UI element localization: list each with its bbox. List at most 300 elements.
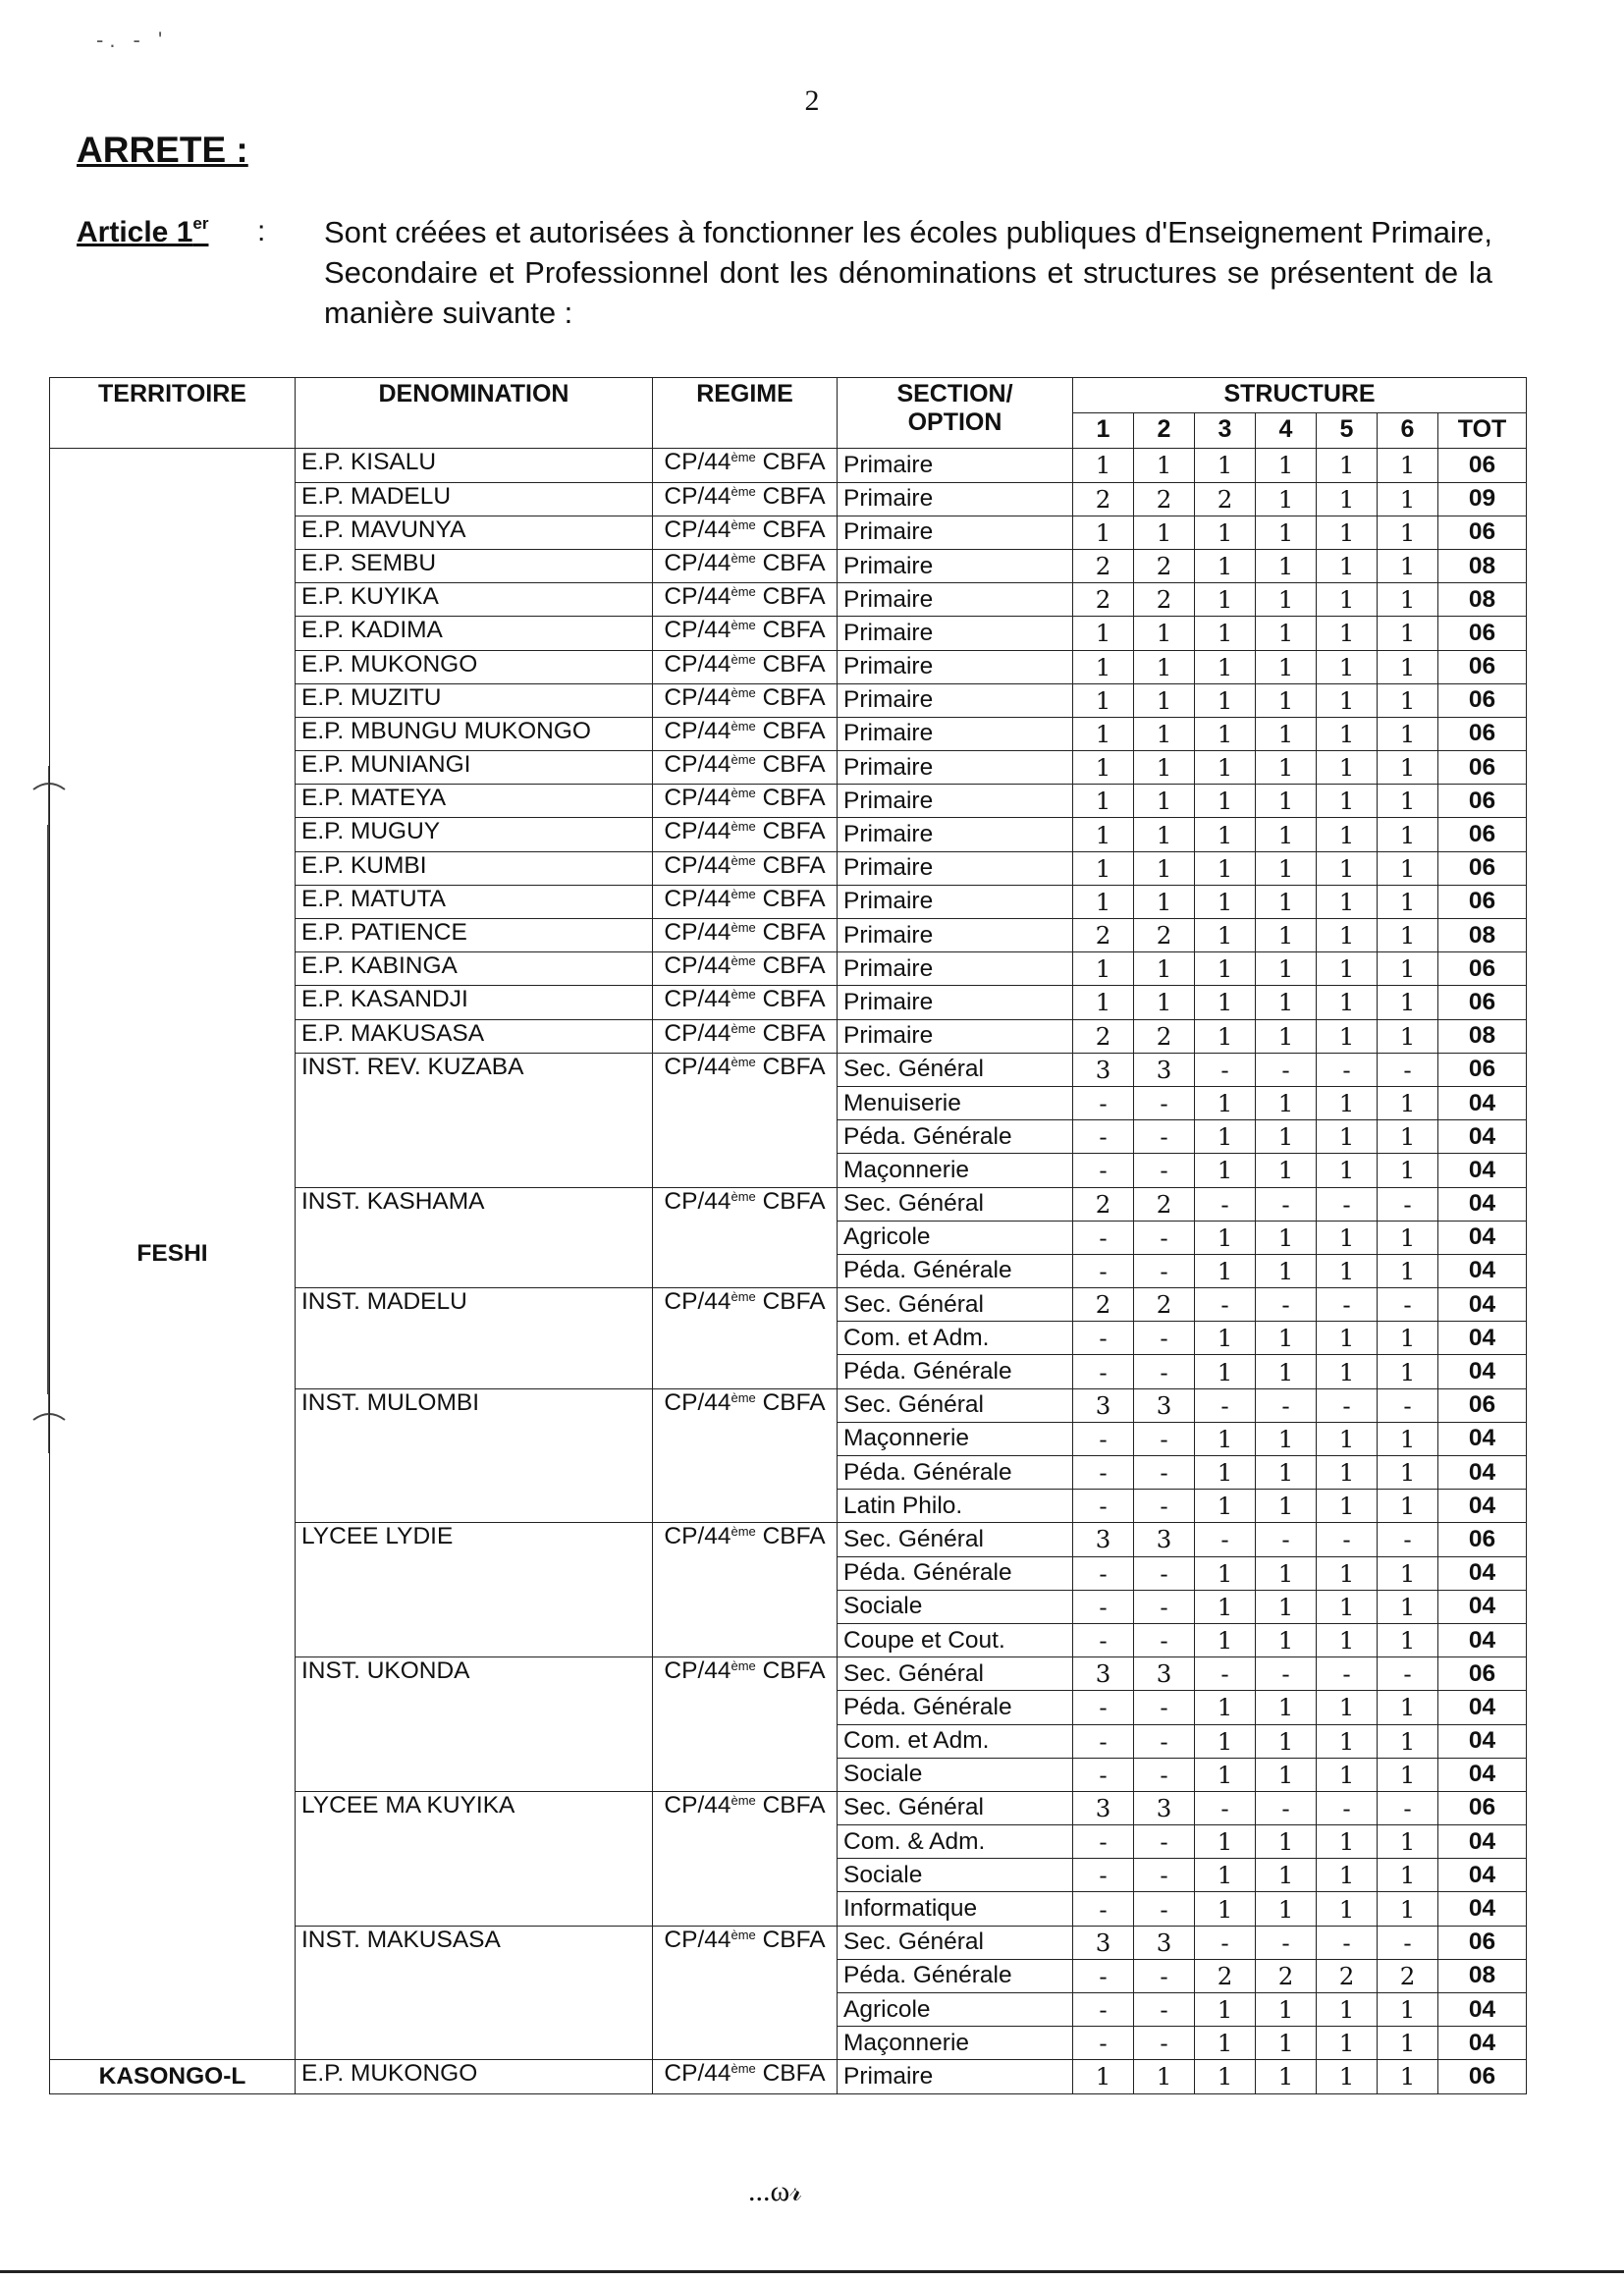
- structure-cell-5: 1: [1317, 683, 1378, 717]
- structure-cell-1: -: [1073, 1825, 1134, 1859]
- regime-tail: CBFA: [755, 1657, 826, 1685]
- structure-cell-6: 1: [1378, 1623, 1438, 1656]
- structure-cell-2: -: [1134, 1221, 1195, 1254]
- structure-cell-6: 2: [1378, 1959, 1438, 1992]
- structure-cell-2: 2: [1134, 482, 1195, 516]
- structure-cell-6: 1: [1378, 885, 1438, 918]
- regime-base: CP/44: [664, 1926, 731, 1953]
- total-cell: 04: [1438, 1556, 1527, 1590]
- regime-tail: CBFA: [755, 1053, 826, 1080]
- structure-cell-1: 1: [1073, 818, 1134, 851]
- structure-cell-6: 1: [1378, 1490, 1438, 1523]
- structure-cell-2: 1: [1134, 449, 1195, 482]
- structure-cell-5: -: [1317, 1791, 1378, 1824]
- section-cell: Primaire: [838, 650, 1073, 683]
- regime-cell: [653, 885, 838, 918]
- regime-base: CP/44: [664, 1523, 731, 1550]
- denomination-cell: E.P. MBUNGU MUKONGO: [296, 717, 653, 750]
- structure-cell-3: 1: [1195, 751, 1256, 785]
- denomination-cell: INST. REV. KUZABA: [296, 1053, 653, 1187]
- regime-sup: ème: [731, 450, 756, 465]
- col-header-denomination: DENOMINATION: [296, 378, 653, 449]
- structure-cell-6: 1: [1378, 1422, 1438, 1455]
- total-cell: 04: [1438, 1221, 1527, 1254]
- schools-table: [49, 377, 1527, 2094]
- structure-cell-4: 1: [1256, 1322, 1317, 1355]
- total-cell: 04: [1438, 1758, 1527, 1791]
- table-row: [50, 449, 1527, 482]
- denomination-cell: E.P. KASANDJI: [296, 986, 653, 1019]
- structure-cell-5: 1: [1317, 785, 1378, 818]
- total-cell: 08: [1438, 1019, 1527, 1053]
- section-cell: Sec. Général: [838, 1288, 1073, 1322]
- structure-cell-2: -: [1134, 1086, 1195, 1119]
- structure-cell-4: -: [1256, 1791, 1317, 1824]
- denomination-cell: E.P. KUMBI: [296, 851, 653, 885]
- total-cell: 04: [1438, 1086, 1527, 1119]
- structure-cell-5: 1: [1317, 2060, 1378, 2093]
- regime-sup: ème: [731, 1524, 756, 1540]
- structure-cell-1: -: [1073, 1590, 1134, 1623]
- article-label: [77, 214, 208, 249]
- structure-cell-3: 1: [1195, 1590, 1256, 1623]
- section-cell: Sec. Général: [838, 1657, 1073, 1691]
- structure-cell-2: 1: [1134, 650, 1195, 683]
- structure-cell-5: 1: [1317, 751, 1378, 785]
- regime-base: CP/44: [664, 885, 731, 912]
- col-header-1: 1: [1073, 413, 1134, 449]
- denomination-cell: E.P. MUNIANGI: [296, 751, 653, 785]
- regime-base: CP/44: [664, 516, 731, 543]
- structure-cell-1: 2: [1073, 583, 1134, 617]
- structure-cell-1: 1: [1073, 717, 1134, 750]
- structure-cell-2: 3: [1134, 1523, 1195, 1556]
- regime-base: CP/44: [664, 683, 731, 711]
- structure-cell-6: 1: [1378, 1825, 1438, 1859]
- total-cell: 09: [1438, 482, 1527, 516]
- structure-cell-5: 1: [1317, 1422, 1378, 1455]
- structure-cell-1: 2: [1073, 1187, 1134, 1221]
- regime-cell: [653, 1053, 838, 1187]
- structure-cell-6: 1: [1378, 818, 1438, 851]
- structure-cell-6: 1: [1378, 516, 1438, 549]
- structure-cell-6: 1: [1378, 1892, 1438, 1926]
- structure-cell-4: 1: [1256, 1556, 1317, 1590]
- regime-cell: [653, 683, 838, 717]
- structure-cell-5: 1: [1317, 1691, 1378, 1724]
- total-cell: 06: [1438, 650, 1527, 683]
- structure-cell-6: 1: [1378, 1590, 1438, 1623]
- regime-sup: ème: [731, 550, 756, 566]
- total-cell: 06: [1438, 851, 1527, 885]
- regime-cell: [653, 1388, 838, 1523]
- scan-marks: -. - ': [96, 27, 169, 52]
- structure-cell-2: 1: [1134, 751, 1195, 785]
- structure-cell-6: -: [1378, 1523, 1438, 1556]
- table-row: [50, 2060, 1527, 2093]
- total-cell: 06: [1438, 751, 1527, 785]
- structure-cell-2: 3: [1134, 1053, 1195, 1086]
- structure-cell-6: 1: [1378, 449, 1438, 482]
- denomination-cell: E.P. KISALU: [296, 449, 653, 482]
- structure-cell-6: -: [1378, 1791, 1438, 1824]
- structure-cell-5: 1: [1317, 1892, 1378, 1926]
- structure-cell-3: 1: [1195, 516, 1256, 549]
- section-cell: Informatique: [838, 1892, 1073, 1926]
- structure-cell-2: 1: [1134, 885, 1195, 918]
- regime-base: CP/44: [664, 785, 731, 812]
- structure-cell-3: 1: [1195, 851, 1256, 885]
- regime-cell: [653, 583, 838, 617]
- structure-cell-6: 1: [1378, 1254, 1438, 1287]
- structure-cell-6: -: [1378, 1288, 1438, 1322]
- total-cell: 04: [1438, 1859, 1527, 1892]
- regime-cell: [653, 1791, 838, 1926]
- structure-cell-5: 1: [1317, 549, 1378, 582]
- structure-cell-4: -: [1256, 1926, 1317, 1959]
- regime-sup: ème: [731, 886, 756, 901]
- structure-cell-4: 2: [1256, 1959, 1317, 1992]
- regime-sup: ème: [731, 920, 756, 935]
- total-cell: 04: [1438, 2027, 1527, 2060]
- structure-cell-1: -: [1073, 1422, 1134, 1455]
- section-cell: Maçonnerie: [838, 1422, 1073, 1455]
- structure-cell-2: -: [1134, 1825, 1195, 1859]
- structure-cell-5: 1: [1317, 583, 1378, 617]
- structure-cell-3: 1: [1195, 2027, 1256, 2060]
- regime-base: CP/44: [664, 449, 731, 476]
- regime-sup: ème: [731, 819, 756, 835]
- structure-cell-3: -: [1195, 1657, 1256, 1691]
- regime-tail: CBFA: [755, 1523, 826, 1550]
- structure-cell-5: 1: [1317, 650, 1378, 683]
- structure-cell-4: 1: [1256, 1724, 1317, 1758]
- total-cell: 06: [1438, 818, 1527, 851]
- structure-cell-5: -: [1317, 1388, 1378, 1422]
- regime-tail: CBFA: [755, 851, 826, 879]
- structure-cell-1: 2: [1073, 549, 1134, 582]
- structure-cell-2: -: [1134, 1993, 1195, 2027]
- structure-cell-1: 1: [1073, 650, 1134, 683]
- structure-cell-1: -: [1073, 1993, 1134, 2027]
- structure-cell-2: -: [1134, 1556, 1195, 1590]
- structure-cell-4: 1: [1256, 1254, 1317, 1287]
- regime-tail: CBFA: [755, 1288, 826, 1316]
- structure-cell-3: 1: [1195, 1859, 1256, 1892]
- structure-cell-2: -: [1134, 1422, 1195, 1455]
- regime-base: CP/44: [664, 1791, 731, 1819]
- structure-cell-1: 3: [1073, 1791, 1134, 1824]
- col-header-6: 6: [1378, 413, 1438, 449]
- structure-cell-4: 1: [1256, 1993, 1317, 2027]
- regime-tail: CBFA: [755, 885, 826, 912]
- regime-base: CP/44: [664, 617, 731, 644]
- structure-cell-3: 1: [1195, 785, 1256, 818]
- total-cell: 04: [1438, 1288, 1527, 1322]
- structure-cell-4: 1: [1256, 583, 1317, 617]
- structure-cell-3: 1: [1195, 1019, 1256, 1053]
- denomination-cell: INST. MAKUSASA: [296, 1926, 653, 2060]
- structure-cell-5: 1: [1317, 1221, 1378, 1254]
- regime-cell: [653, 785, 838, 818]
- structure-cell-6: 1: [1378, 1019, 1438, 1053]
- section-cell: Péda. Générale: [838, 1254, 1073, 1287]
- structure-cell-5: -: [1317, 1187, 1378, 1221]
- total-cell: 04: [1438, 1254, 1527, 1287]
- denomination-cell: E.P. KADIMA: [296, 617, 653, 650]
- structure-cell-4: 1: [1256, 717, 1317, 750]
- structure-cell-5: 1: [1317, 1590, 1378, 1623]
- regime-sup: ème: [731, 483, 756, 499]
- structure-cell-2: 3: [1134, 1926, 1195, 1959]
- structure-cell-6: -: [1378, 1053, 1438, 1086]
- structure-cell-3: 1: [1195, 1825, 1256, 1859]
- structure-cell-4: -: [1256, 1388, 1317, 1422]
- table-body: [50, 449, 1527, 2093]
- section-cell: Sec. Général: [838, 1187, 1073, 1221]
- regime-base: CP/44: [664, 549, 731, 576]
- structure-cell-4: 1: [1256, 785, 1317, 818]
- total-cell: 06: [1438, 1388, 1527, 1422]
- regime-sup: ème: [731, 987, 756, 1003]
- regime-sup: ème: [731, 1054, 756, 1069]
- regime-tail: CBFA: [755, 818, 826, 845]
- section-cell: Sec. Général: [838, 1523, 1073, 1556]
- section-cell: Sociale: [838, 1758, 1073, 1791]
- section-cell: Agricole: [838, 1221, 1073, 1254]
- structure-cell-6: 1: [1378, 1859, 1438, 1892]
- regime-base: CP/44: [664, 751, 731, 779]
- regime-sup: ème: [731, 1792, 756, 1808]
- structure-cell-3: 1: [1195, 1758, 1256, 1791]
- section-cell: Péda. Générale: [838, 1959, 1073, 1992]
- structure-cell-3: 1: [1195, 449, 1256, 482]
- col-header-section: [838, 378, 1073, 449]
- structure-cell-2: 1: [1134, 851, 1195, 885]
- regime-sup: ème: [731, 852, 756, 868]
- article-label-text: Article 1: [77, 216, 193, 248]
- regime-base: CP/44: [664, 583, 731, 611]
- regime-tail: CBFA: [755, 516, 826, 543]
- regime-tail: CBFA: [755, 751, 826, 779]
- structure-cell-2: -: [1134, 1724, 1195, 1758]
- section-cell: Com. & Adm.: [838, 1825, 1073, 1859]
- denomination-cell: E.P. MAKUSASA: [296, 1019, 653, 1053]
- structure-cell-3: 1: [1195, 952, 1256, 986]
- structure-cell-3: 1: [1195, 1254, 1256, 1287]
- regime-sup: ème: [731, 516, 756, 532]
- total-cell: 08: [1438, 549, 1527, 582]
- structure-cell-5: 1: [1317, 2027, 1378, 2060]
- structure-cell-6: -: [1378, 1657, 1438, 1691]
- structure-cell-5: 1: [1317, 449, 1378, 482]
- regime-sup: ème: [731, 1020, 756, 1036]
- regime-base: CP/44: [664, 1288, 731, 1316]
- structure-cell-3: -: [1195, 1288, 1256, 1322]
- structure-cell-1: 1: [1073, 851, 1134, 885]
- total-cell: 08: [1438, 919, 1527, 952]
- structure-cell-5: 1: [1317, 482, 1378, 516]
- total-cell: 04: [1438, 1993, 1527, 2027]
- regime-sup: ème: [731, 1927, 756, 1942]
- regime-cell: [653, 986, 838, 1019]
- structure-cell-4: 1: [1256, 549, 1317, 582]
- regime-sup: ème: [731, 1188, 756, 1204]
- section-cell: Primaire: [838, 516, 1073, 549]
- structure-cell-4: -: [1256, 1657, 1317, 1691]
- regime-sup: ème: [731, 584, 756, 600]
- structure-cell-4: 1: [1256, 1825, 1317, 1859]
- structure-cell-1: 3: [1073, 1657, 1134, 1691]
- header-row: [50, 378, 1527, 413]
- regime-base: CP/44: [664, 650, 731, 678]
- structure-cell-1: 1: [1073, 617, 1134, 650]
- structure-cell-2: -: [1134, 1120, 1195, 1154]
- structure-cell-2: -: [1134, 1691, 1195, 1724]
- structure-cell-6: 1: [1378, 650, 1438, 683]
- structure-cell-1: 1: [1073, 683, 1134, 717]
- section-cell: Primaire: [838, 583, 1073, 617]
- regime-cell: [653, 2060, 838, 2093]
- denomination-cell: INST. KASHAMA: [296, 1187, 653, 1288]
- section-cell: Primaire: [838, 986, 1073, 1019]
- structure-cell-1: 2: [1073, 482, 1134, 516]
- regime-tail: CBFA: [755, 919, 826, 946]
- col-header-5: 5: [1317, 413, 1378, 449]
- structure-cell-1: 1: [1073, 516, 1134, 549]
- structure-cell-1: 2: [1073, 919, 1134, 952]
- structure-cell-2: -: [1134, 1355, 1195, 1388]
- section-cell: Primaire: [838, 751, 1073, 785]
- structure-cell-1: -: [1073, 1221, 1134, 1254]
- regime-base: CP/44: [664, 952, 731, 980]
- structure-cell-3: 1: [1195, 1086, 1256, 1119]
- denomination-cell: E.P. PATIENCE: [296, 919, 653, 952]
- regime-cell: [653, 751, 838, 785]
- regime-base: CP/44: [664, 919, 731, 946]
- regime-base: CP/44: [664, 1187, 731, 1215]
- structure-cell-5: 1: [1317, 1825, 1378, 1859]
- structure-cell-3: -: [1195, 1791, 1256, 1824]
- structure-cell-1: 2: [1073, 1288, 1134, 1322]
- structure-cell-3: 1: [1195, 1892, 1256, 1926]
- structure-cell-4: 1: [1256, 683, 1317, 717]
- structure-cell-3: 1: [1195, 683, 1256, 717]
- regime-sup: ème: [731, 786, 756, 801]
- structure-cell-5: 1: [1317, 1322, 1378, 1355]
- structure-cell-5: -: [1317, 1288, 1378, 1322]
- total-cell: 04: [1438, 1422, 1527, 1455]
- structure-cell-1: 1: [1073, 952, 1134, 986]
- structure-cell-5: 1: [1317, 1154, 1378, 1187]
- total-cell: 06: [1438, 617, 1527, 650]
- total-cell: 08: [1438, 583, 1527, 617]
- section-cell: Péda. Générale: [838, 1120, 1073, 1154]
- structure-cell-2: 1: [1134, 516, 1195, 549]
- regime-base: CP/44: [664, 2060, 731, 2088]
- structure-cell-3: 1: [1195, 1322, 1256, 1355]
- col-header-2: 2: [1134, 413, 1195, 449]
- structure-cell-6: -: [1378, 1388, 1438, 1422]
- regime-tail: CBFA: [755, 1791, 826, 1819]
- structure-cell-3: 2: [1195, 1959, 1256, 1992]
- regime-sup: ème: [731, 752, 756, 768]
- section-cell: Primaire: [838, 818, 1073, 851]
- total-cell: 06: [1438, 1523, 1527, 1556]
- total-cell: 04: [1438, 1490, 1527, 1523]
- denomination-cell: LYCEE MA KUYIKA: [296, 1791, 653, 1926]
- structure-cell-2: 1: [1134, 952, 1195, 986]
- structure-cell-6: 1: [1378, 549, 1438, 582]
- structure-cell-1: -: [1073, 2027, 1134, 2060]
- structure-cell-6: 1: [1378, 1221, 1438, 1254]
- structure-cell-2: -: [1134, 1623, 1195, 1656]
- structure-cell-5: 1: [1317, 1490, 1378, 1523]
- regime-tail: CBFA: [755, 683, 826, 711]
- structure-cell-1: -: [1073, 1959, 1134, 1992]
- structure-cell-2: -: [1134, 1322, 1195, 1355]
- structure-cell-1: -: [1073, 1254, 1134, 1287]
- structure-cell-6: 1: [1378, 751, 1438, 785]
- structure-cell-1: -: [1073, 1691, 1134, 1724]
- structure-cell-5: 1: [1317, 1724, 1378, 1758]
- total-cell: 06: [1438, 717, 1527, 750]
- regime-tail: CBFA: [755, 785, 826, 812]
- structure-cell-2: -: [1134, 1254, 1195, 1287]
- structure-cell-5: 1: [1317, 1556, 1378, 1590]
- structure-cell-5: -: [1317, 1053, 1378, 1086]
- total-cell: 06: [1438, 683, 1527, 717]
- structure-cell-5: 1: [1317, 617, 1378, 650]
- structure-cell-2: 3: [1134, 1657, 1195, 1691]
- regime-sup: ème: [731, 953, 756, 969]
- section-cell: Agricole: [838, 1993, 1073, 2027]
- regime-sup: ème: [731, 618, 756, 633]
- total-cell: 04: [1438, 1724, 1527, 1758]
- structure-cell-3: 1: [1195, 1556, 1256, 1590]
- regime-sup: ème: [731, 684, 756, 700]
- structure-cell-6: 1: [1378, 1758, 1438, 1791]
- structure-cell-4: -: [1256, 1288, 1317, 1322]
- structure-cell-4: -: [1256, 1187, 1317, 1221]
- structure-cell-1: 1: [1073, 751, 1134, 785]
- structure-cell-3: 2: [1195, 482, 1256, 516]
- regime-base: CP/44: [664, 482, 731, 510]
- structure-cell-6: 1: [1378, 1154, 1438, 1187]
- regime-cell: [653, 516, 838, 549]
- section-cell: Latin Philo.: [838, 1490, 1073, 1523]
- structure-cell-4: 1: [1256, 1120, 1317, 1154]
- regime-base: CP/44: [664, 1657, 731, 1685]
- structure-cell-4: 1: [1256, 1019, 1317, 1053]
- heading-arrete: ARRETE :: [77, 130, 248, 170]
- total-cell: 06: [1438, 952, 1527, 986]
- structure-cell-4: 1: [1256, 1086, 1317, 1119]
- col-header-regime: REGIME: [653, 378, 838, 449]
- regime-cell: [653, 818, 838, 851]
- structure-cell-3: 1: [1195, 1422, 1256, 1455]
- structure-cell-2: -: [1134, 1456, 1195, 1490]
- structure-cell-3: -: [1195, 1926, 1256, 1959]
- section-cell: Maçonnerie: [838, 1154, 1073, 1187]
- section-cell: Sociale: [838, 1859, 1073, 1892]
- section-cell: Péda. Générale: [838, 1691, 1073, 1724]
- denomination-cell: INST. MADELU: [296, 1288, 653, 1389]
- structure-cell-5: 1: [1317, 1993, 1378, 2027]
- structure-cell-5: 1: [1317, 1456, 1378, 1490]
- structure-cell-3: -: [1195, 1523, 1256, 1556]
- structure-cell-1: -: [1073, 1892, 1134, 1926]
